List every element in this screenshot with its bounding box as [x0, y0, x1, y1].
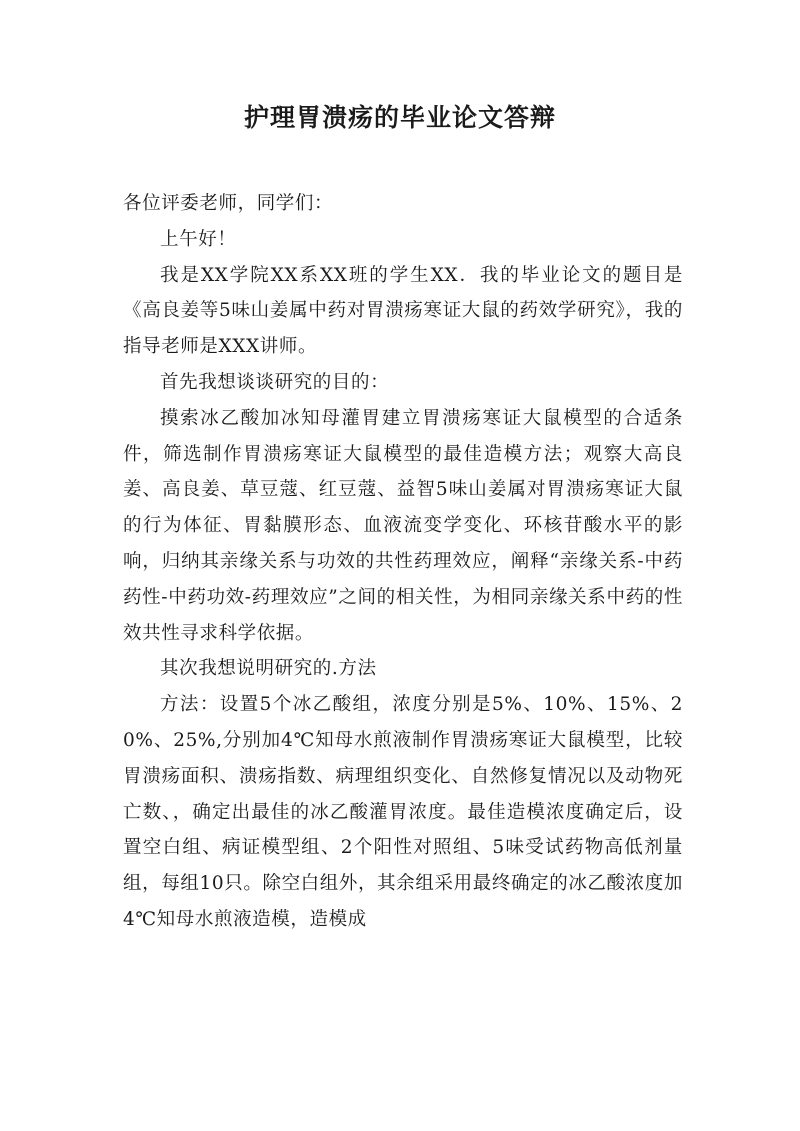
document-title: 护理胃溃疡的毕业论文答辩 — [243, 103, 556, 132]
document-body — [123, 186, 683, 938]
method-heading-paragraph: 其次我想说明研究的.方法 — [160, 658, 377, 680]
purpose-heading-paragraph: 首先我想谈谈研究的目的： — [160, 371, 390, 393]
salutation-paragraph: 各位评委老师，同学们： — [123, 193, 334, 214]
introduction-paragraph: 我是XX学院XX系XX班的学生XX．我的毕业论文的题目是《高良姜等5味山姜属中药对胃溃疡寒证大鼠的药效学研究》，我的指导老师是XXX讲师。 — [123, 264, 683, 358]
method-paragraph: 方法：设置5个冰乙酸组，浓度分别是5%、10%、15%、20%、25%,分别加4℃知母水煎液制作胃溃疡寒证大鼠模型，比较胃溃疡面积、溃疡指数、病理组织变化、自然修复情况以及动物死亡数、，确定出最佳的冰乙酸灌胃浓度。最佳造模浓度确定后，设置空白组、病证模型组、2个阳性对照组、5味受试药物高低剂量组，每组10只。除空白组外，其余组采用最终确定的冰乙酸浓度加4℃知母水煎液造模，造模成 — [123, 694, 683, 930]
purpose-paragraph: 摸索冰乙酸加冰知母灌胃建立胃溃疡寒证大鼠模型的合适条件，筛选制作胃溃疡寒证大鼠模型的最佳造模方法；观察大高良姜、高良姜、草豆蔻、红豆蔻、益智5味山姜属对胃溃疡寒证大鼠的行为体征、胃黏膜形态、血液流变学变化、环核苷酸水平的影响，归纳其亲缘关系与功效的共性药理效应，阐释“亲缘关系-中药药性-中药功效-药理效应”之间的相关性，为相同亲缘关系中药的性效共性寻求科学依据。 — [123, 407, 683, 644]
greeting-paragraph: 上午好！ — [160, 228, 237, 250]
